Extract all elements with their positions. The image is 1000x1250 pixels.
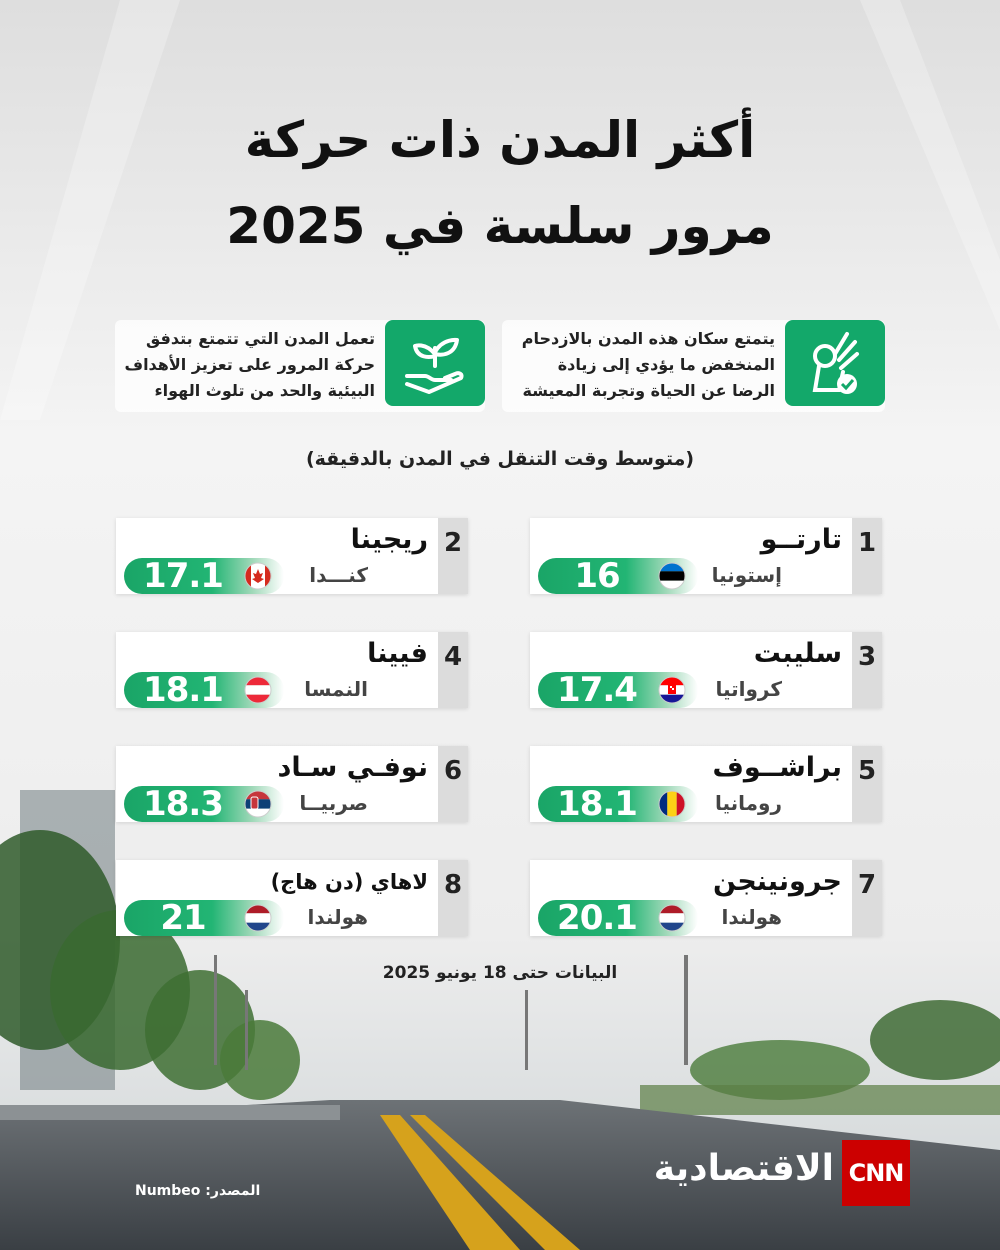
country-name: رومانيا [714,791,782,815]
city-card [116,746,468,822]
page-title-line-2: مرور سلسة في 2025 [226,197,774,255]
rank-number: 6 [438,746,468,822]
canada-flag-icon [244,562,272,590]
info-box-environment [115,320,485,412]
city-name: جرونينجن [713,866,842,897]
info-text-environment: تعمل المدن التي تتمتع بتدفق حركة المرور على تعزيز الأهداف البيئية والحد من تلوث الهواء [124,329,375,400]
rank-number: 8 [438,860,468,936]
croatia-flag-icon [658,676,686,704]
city-name: نوفـي سـاد [277,752,428,783]
city-card [116,632,468,708]
city-card [116,518,468,594]
source-label: المصدر: Numbeo [135,1183,261,1199]
data-date-note: البيانات حتى 18 يونيو 2025 [382,963,618,983]
city-name: فيينا [367,638,428,669]
brand-logo [653,1140,910,1210]
netherlands-flag-icon [658,904,686,932]
commute-minutes-value: 16 [574,556,620,596]
plant-in-hand-icon [385,320,485,406]
rank-number: 2 [438,518,468,594]
country-name: هولندا [307,905,368,929]
city-name: سليبت [753,638,842,669]
city-name: براشــوف [712,752,842,783]
page-title-line-1: أكثر المدن ذات حركة [244,111,756,169]
estonia-flag-icon [658,562,686,590]
cnn-logo: CNN [842,1140,910,1206]
city-card [530,518,882,594]
commute-minutes-value: 17.1 [143,556,223,596]
info-box-satisfaction [502,320,885,412]
romania-flag-icon [658,790,686,818]
city-name: ريجينا [350,524,428,555]
rank-number: 4 [438,632,468,708]
chart-subtitle: (متوسط وقت التنقل في المدن بالدقيقة) [305,448,695,470]
country-name: هولندا [721,905,782,929]
country-name: النمسا [304,677,368,701]
city-card [530,860,882,936]
city-card [530,746,882,822]
rank-number: 3 [852,632,882,708]
city-card [530,632,882,708]
rank-number: 5 [852,746,882,822]
austria-flag-icon [244,676,272,704]
ok-hand-icon [785,320,885,406]
commute-minutes-value: 18.1 [143,670,223,710]
serbia-flag-icon [244,790,272,818]
country-name: كرواتيا [715,677,782,701]
commute-minutes-value: 18.1 [557,784,637,824]
commute-minutes-value: 21 [160,898,206,938]
info-text-satisfaction: يتمتع سكان هذه المدن بالازدحام المنخفض ما يؤدي إلى زيادة الرضا عن الحياة وتجربة المعيشة [521,329,775,400]
brand-name: الاقتصادية [653,1148,834,1189]
city-name: تارتــو [760,524,842,555]
country-name: كنـــدا [309,563,368,587]
rank-number: 7 [852,860,882,936]
city-card [116,860,468,936]
rank-number: 1 [852,518,882,594]
netherlands-flag-icon [244,904,272,932]
commute-minutes-value: 17.4 [557,670,637,710]
country-name: إستونيا [711,563,782,587]
country-name: صربيــا [299,791,368,815]
city-name: لاهاي (دن هاج) [270,870,428,894]
commute-minutes-value: 18.3 [143,784,223,824]
commute-minutes-value: 20.1 [557,898,637,938]
